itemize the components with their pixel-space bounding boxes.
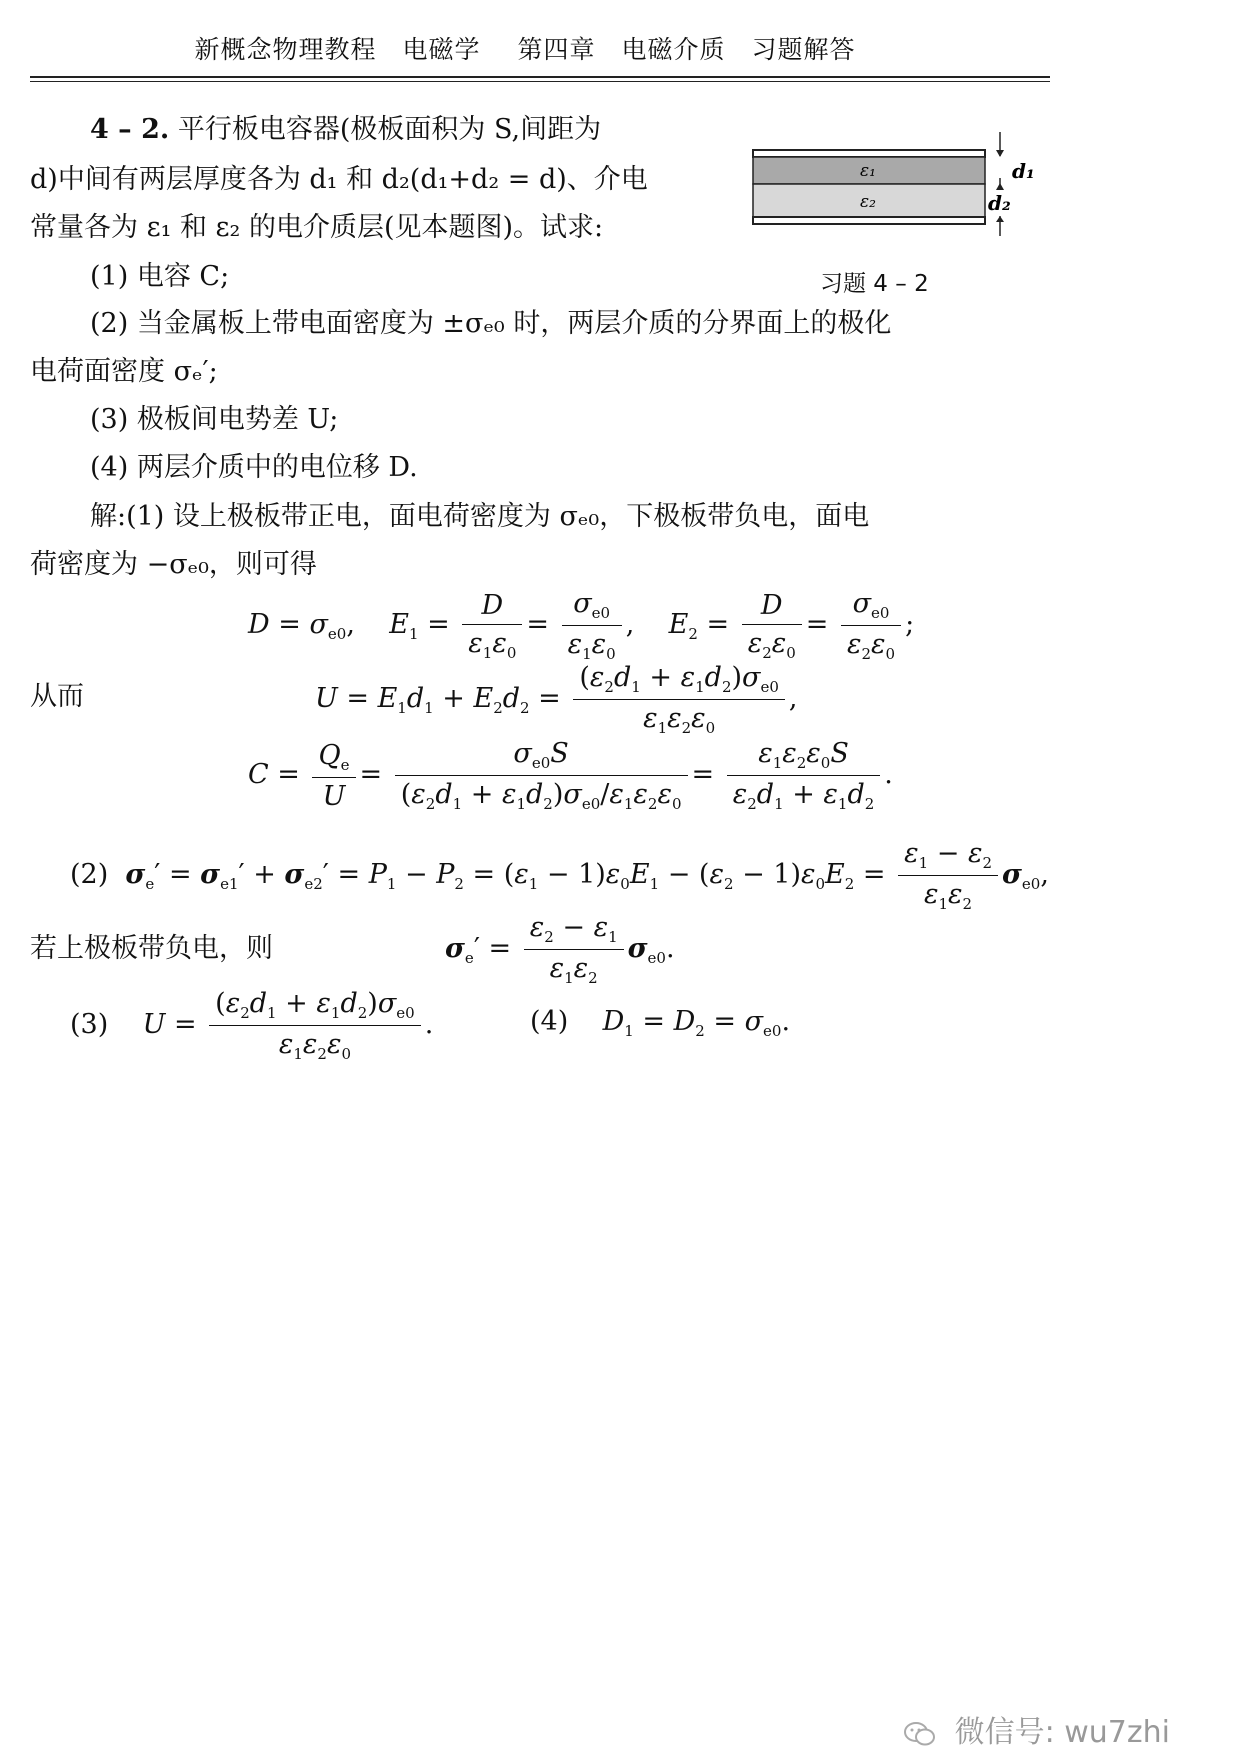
eps1-label: ε₁ xyxy=(860,161,876,181)
solution-intro-2: 荷密度为 −σₑ₀，则可得 xyxy=(30,549,317,580)
capacitor-figure xyxy=(750,130,1060,240)
eps2-label: ε₂ xyxy=(860,192,876,212)
thus-label: 从而 xyxy=(30,681,84,712)
wechat-icon xyxy=(903,1720,937,1748)
top-plate xyxy=(753,150,985,157)
chapter-title: 第四章 电磁介质 习题解答 xyxy=(517,35,856,64)
equation-part4: (4) $D_1 = D_2 = \sigma_{e0}$. xyxy=(530,1006,791,1040)
problem-number: 4 – 2. xyxy=(90,114,170,145)
wechat-watermark xyxy=(903,1707,1170,1751)
header-rule xyxy=(30,76,1050,78)
question-3: (3) 极板间电势差 U; xyxy=(90,404,339,435)
d1-label: d₁ xyxy=(1012,159,1035,183)
question-2a: (2) 当金属板上带电面密度为 ±σₑ₀ 时，两层介质的分界面上的极化 xyxy=(90,308,892,339)
problem-line-3: 常量各为 ε₁ 和 ε₂ 的电介质层(见本题图)。试求: xyxy=(30,212,604,243)
question-2b: 电荷面密度 σₑ′; xyxy=(30,356,218,387)
header-rule-thin xyxy=(30,81,1050,82)
figure-caption: 习题 4 – 2 xyxy=(820,271,929,297)
equation-D-E: $D = \sigma_{e0}$, $E_1$ = $\frac{D}{\varepsilon_1\varepsilon_0}$ = $\frac{\sigma_{e0}}{\varepsilon_1\varepsilon_0}$ , $E_2$ = $\frac{D}{\varepsilon_2\varepsilon_0}$ = $\frac{\sigma_{e0}}{\varepsilon_2\varepsilon_0}$ ; xyxy=(248,588,915,663)
problem-line-1: 4 – 2. 平行板电容器(极板面积为 S,间距为 xyxy=(90,114,602,145)
problem-line-2: d)中间有两层厚度各为 d₁ 和 d₂(d₁+d₂ = d)、介电 xyxy=(30,164,648,195)
equation-sigma-e: (2) $\sigma_e' = \sigma_{e1}' + \sigma_{e2}' = P_1 - P_2 = (\varepsilon_1 - 1)\varepsilon_0E_1 - (\varepsilon_2 - 1)\varepsilon_0E_2$ = $\frac{\varepsilon_1 - \varepsilon_2}{\varepsilon_1\varepsilon_2}$ $\sigma_{e0}$, xyxy=(70,838,1049,913)
watermark-text: 微信号: wu7zhi xyxy=(954,1715,1170,1750)
equation-sigma-e-neg: $\sigma_e'$ = $\frac{\varepsilon_2 - \varepsilon_1}{\varepsilon_1\varepsilon_2}$ $\sigma_{e0}$. xyxy=(445,912,675,987)
capacitor-diagram xyxy=(750,130,1060,240)
equation-C: C = $\frac{Q_e}{U}$ = $\frac{\sigma_{e0}S}{(\varepsilon_2d_1 + \varepsilon_1d_2)\sigma_{e0}/\varepsilon_1\varepsilon_2\varepsilon_0}$ = $\frac{\varepsilon_1\varepsilon_2\varepsilon_0S}{\varepsilon_2d_1 + \varepsilon_1d_2}$ . xyxy=(248,738,893,813)
question-1: (1) 电容 C; xyxy=(90,261,230,292)
d2-label: d₂ xyxy=(988,191,1011,215)
if-negative-label: 若上极板带负电，则 xyxy=(30,933,273,964)
bottom-plate xyxy=(753,217,985,224)
question-4: (4) 两层介质中的电位移 D. xyxy=(90,452,418,483)
equation-U: $U = E_1d_1 + E_2d_2$ = $\frac{(\varepsilon_2d_1 + \varepsilon_1d_2)\sigma_{e0}}{\varepsilon_1\varepsilon_2\varepsilon_0}$ , xyxy=(315,662,798,737)
book-title: 新概念物理教程 电磁学 xyxy=(194,35,481,64)
page-header xyxy=(0,30,1050,66)
equation-part3: (3) U = $\frac{(\varepsilon_2d_1 + \varepsilon_1d_2)\sigma_{e0}}{\varepsilon_1\varepsilon_2\varepsilon_0}$ . xyxy=(70,988,434,1063)
solution-intro-1: 解:(1) 设上极板带正电，面电荷密度为 σₑ₀，下极板带负电，面电 xyxy=(90,501,870,532)
